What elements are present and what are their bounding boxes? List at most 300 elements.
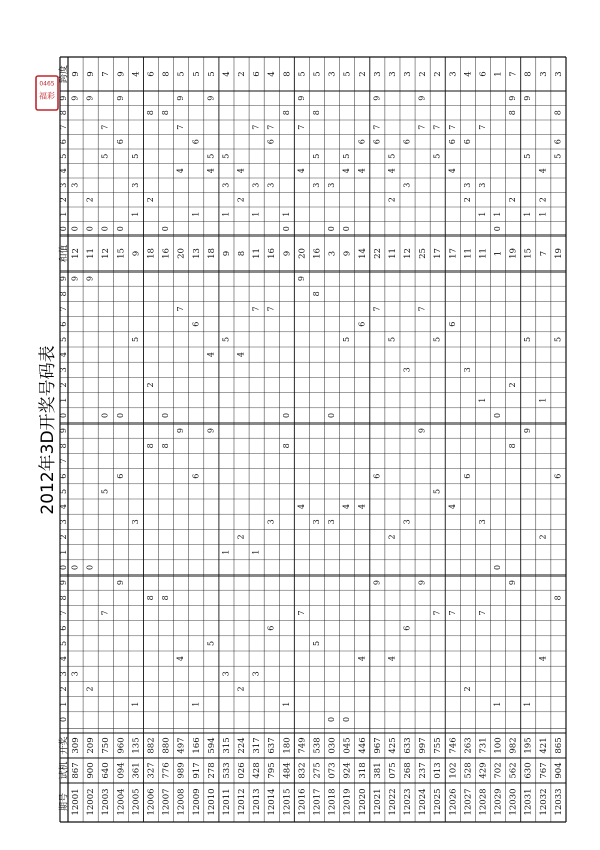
cell-draw: 166: [191, 737, 202, 754]
distribution-digit: 4: [342, 168, 352, 174]
position-digit: 4: [357, 656, 367, 662]
distribution-digit: 9: [115, 95, 125, 101]
position-digit: 4: [357, 504, 367, 510]
cell-span: 3: [372, 71, 383, 77]
distribution-digit: 7: [296, 124, 306, 130]
header-digit: 8: [59, 443, 68, 449]
header-digit: 7: [59, 610, 68, 616]
position-digit: 1: [493, 701, 503, 707]
position-digit: 2: [387, 534, 397, 540]
cell-sum: 1: [493, 250, 504, 257]
cell-draw: 967: [372, 737, 383, 754]
cell-span: 3: [448, 71, 459, 77]
header-digit: 3: [59, 671, 68, 677]
position-digit: 3: [462, 367, 472, 373]
cell-sum: 9: [131, 250, 142, 257]
cell-period: 12018: [327, 788, 338, 816]
position-digit: 2: [236, 686, 246, 692]
header-digit: 2: [59, 382, 68, 388]
cell-period: 12023: [403, 788, 414, 816]
cell-period: 12011: [221, 788, 232, 816]
cell-sum: 19: [553, 248, 564, 259]
position-digit: 3: [251, 671, 261, 677]
position-digit: 4: [387, 656, 397, 662]
header-digit: 4: [59, 656, 68, 662]
header-digit: 7: [59, 306, 68, 312]
position-digit: 6: [372, 473, 382, 479]
position-digit: 0: [100, 412, 110, 418]
position-digit: 5: [100, 488, 110, 494]
cell-test: 013: [433, 762, 444, 779]
cell-sum: 16: [312, 248, 323, 259]
distribution-digit: 6: [402, 139, 412, 145]
header-digit: 5: [59, 336, 68, 342]
header-draw: 开奖: [59, 736, 70, 755]
distribution-digit: 9: [523, 95, 533, 101]
position-digit: 5: [523, 336, 533, 342]
cell-period: 12020: [357, 788, 368, 816]
position-digit: 2: [462, 686, 472, 692]
position-digit: 1: [191, 701, 201, 707]
header-digit: 4: [59, 168, 68, 174]
distribution-digit: 0: [85, 226, 95, 232]
cell-period: 12010: [206, 788, 217, 816]
cell-span: 2: [237, 71, 248, 77]
distribution-digit: 9: [70, 95, 80, 101]
header-digit: 9: [59, 428, 68, 434]
position-digit: 7: [176, 306, 186, 312]
cell-test: 275: [312, 762, 323, 779]
cell-sum: 17: [433, 248, 444, 259]
cell-draw: 750: [101, 737, 112, 754]
position-digit: 7: [417, 306, 427, 312]
position-digit: 6: [447, 321, 457, 327]
position-digit: 8: [161, 595, 171, 601]
cell-test: 702: [493, 762, 504, 779]
cell-test: 429: [478, 762, 489, 779]
distribution-digit: 5: [130, 153, 140, 159]
position-digit: 0: [342, 716, 352, 722]
position-digit: 6: [402, 625, 412, 631]
cell-sum: 11: [478, 248, 489, 259]
cell-period: 12024: [418, 788, 429, 816]
cell-span: 5: [176, 71, 187, 77]
distribution-digit: 6: [462, 139, 472, 145]
cell-sum: 7: [538, 250, 549, 257]
header-digit: 2: [59, 534, 68, 540]
cell-test: 528: [463, 762, 474, 779]
distribution-digit: 4: [447, 168, 457, 174]
header-sum: 和值: [59, 244, 70, 263]
position-digit: 4: [296, 504, 306, 510]
distribution-digit: 5: [342, 153, 352, 159]
distribution-digit: 1: [538, 211, 548, 217]
cell-period: 12032: [538, 788, 549, 816]
cell-period: 12014: [267, 788, 278, 816]
cell-span: 9: [86, 71, 97, 77]
position-digit: 4: [236, 352, 246, 358]
header-digit: 1: [59, 549, 68, 555]
distribution-digit: 0: [281, 226, 291, 232]
position-digit: 0: [281, 412, 291, 418]
distribution-digit: 3: [70, 182, 80, 188]
cell-test: 989: [176, 762, 187, 779]
distribution-digit: 5: [100, 153, 110, 159]
cell-span: 4: [463, 71, 474, 77]
position-digit: 0: [493, 564, 503, 570]
position-digit: 4: [342, 504, 352, 510]
distribution-digit: 8: [553, 110, 563, 116]
cell-sum: 11: [86, 248, 97, 259]
cell-span: 2: [418, 71, 429, 77]
position-digit: 8: [311, 291, 321, 297]
distribution-digit: 5: [432, 153, 442, 159]
cell-sum: 11: [252, 248, 263, 259]
cell-span: 5: [191, 71, 202, 77]
position-digit: 1: [477, 397, 487, 403]
position-digit: 1: [221, 549, 231, 555]
position-digit: 8: [145, 595, 155, 601]
cell-draw: 315: [221, 737, 232, 754]
cell-span: 5: [297, 71, 308, 77]
distribution-digit: 6: [357, 139, 367, 145]
cell-sum: 15: [523, 248, 534, 259]
position-digit: 7: [372, 306, 382, 312]
position-digit: 4: [538, 656, 548, 662]
position-digit: 6: [357, 321, 367, 327]
cell-draw: 997: [418, 737, 429, 754]
distribution-digit: 6: [191, 139, 201, 145]
distribution-digit: 5: [387, 153, 397, 159]
cell-period: 12008: [176, 788, 187, 816]
position-digit: 3: [327, 519, 337, 525]
header-span: 跨度: [59, 64, 70, 84]
header-digit: 6: [59, 473, 68, 479]
distribution-digit: 8: [161, 110, 171, 116]
header-digit: 1: [59, 397, 68, 403]
position-digit: 3: [221, 671, 231, 677]
position-digit: 9: [70, 276, 80, 282]
cell-draw: 180: [282, 737, 293, 754]
header-digit: 3: [59, 519, 68, 525]
cell-test: 904: [553, 762, 564, 779]
distribution-digit: 0: [70, 226, 80, 232]
cell-span: 5: [342, 71, 353, 77]
position-digit: 0: [161, 412, 171, 418]
distribution-digit: 2: [236, 197, 246, 203]
cell-span: 3: [553, 71, 564, 77]
cell-span: 7: [508, 71, 519, 77]
distribution-digit: 3: [462, 182, 472, 188]
distribution-digit: 7: [266, 124, 276, 130]
cell-draw: 982: [508, 737, 519, 754]
cell-period: 12022: [387, 788, 398, 816]
position-digit: 5: [387, 336, 397, 342]
cell-test: 924: [342, 762, 353, 779]
distribution-digit: 9: [508, 95, 518, 101]
position-digit: 9: [372, 580, 382, 586]
cell-period: 12009: [191, 788, 202, 816]
distribution-digit: 7: [372, 124, 382, 130]
position-digit: 7: [477, 610, 487, 616]
cell-draw: 633: [403, 737, 414, 754]
position-digit: 2: [538, 534, 548, 540]
cell-test: 867: [71, 762, 82, 779]
cell-test: 073: [327, 762, 338, 779]
cell-span: 1: [493, 71, 504, 77]
distribution-digit: 0: [161, 226, 171, 232]
distribution-digit: 3: [402, 182, 412, 188]
distribution-digit: 2: [538, 197, 548, 203]
page-title: 2012年3D开奖号码表: [38, 345, 58, 515]
distribution-digit: 4: [538, 168, 548, 174]
position-digit: 3: [70, 671, 80, 677]
distribution-digit: 7: [417, 124, 427, 130]
position-digit: 3: [402, 519, 412, 525]
cell-span: 4: [221, 71, 232, 77]
cell-test: 900: [86, 762, 97, 779]
position-digit: 3: [130, 519, 140, 525]
header-digit: 6: [59, 139, 68, 145]
cell-period: 12027: [463, 788, 474, 816]
header-digit: 9: [59, 95, 68, 101]
cell-test: 102: [448, 762, 459, 779]
cell-test: 237: [418, 762, 429, 779]
distribution-digit: 5: [523, 153, 533, 159]
position-digit: 8: [161, 443, 171, 449]
cell-period: 12017: [312, 788, 323, 816]
cell-test: 630: [523, 762, 534, 779]
distribution-digit: 2: [508, 197, 518, 203]
cell-sum: 15: [116, 248, 127, 259]
distribution-digit: 6: [115, 139, 125, 145]
distribution-digit: 2: [145, 197, 155, 203]
cell-sum: 3: [327, 250, 338, 257]
position-digit: 7: [432, 610, 442, 616]
distribution-digit: 5: [311, 153, 321, 159]
cell-draw: 224: [237, 737, 248, 754]
distribution-digit: 0: [115, 226, 125, 232]
cell-span: 8: [282, 71, 293, 77]
header-digit: 2: [59, 197, 68, 203]
position-digit: 6: [553, 473, 563, 479]
cell-sum: 12: [403, 248, 414, 259]
table-content: [58, 65, 564, 816]
cell-draw: 882: [146, 737, 157, 754]
distribution-digit: 9: [85, 95, 95, 101]
cell-period: 12028: [478, 788, 489, 816]
position-digit: 9: [417, 428, 427, 434]
cell-sum: 18: [206, 248, 217, 259]
distribution-digit: 1: [191, 211, 201, 217]
header-digit: 9: [59, 276, 68, 282]
distribution-digit: 9: [176, 95, 186, 101]
cell-period: 12013: [252, 788, 263, 816]
distribution-digit: 9: [296, 95, 306, 101]
distribution-digit: 6: [447, 139, 457, 145]
position-digit: 5: [432, 336, 442, 342]
cell-draw: 135: [131, 737, 142, 754]
position-digit: 5: [311, 640, 321, 646]
position-digit: 4: [447, 504, 457, 510]
cell-span: 5: [206, 71, 217, 77]
distribution-digit: 7: [176, 124, 186, 130]
cell-span: 6: [252, 71, 263, 77]
cell-span: 5: [312, 71, 323, 77]
red-seal-stamp: [36, 76, 58, 110]
distribution-digit: 8: [145, 110, 155, 116]
cell-sum: 9: [342, 250, 353, 257]
cell-period: 12031: [523, 788, 534, 816]
position-digit: 6: [462, 473, 472, 479]
header-digit: 5: [59, 153, 68, 159]
position-digit: 5: [432, 488, 442, 494]
distribution-digit: 2: [462, 197, 472, 203]
position-digit: 6: [191, 321, 201, 327]
position-digit: 6: [191, 473, 201, 479]
distribution-digit: 5: [221, 153, 231, 159]
cell-period: 12016: [297, 788, 308, 816]
cell-test: 795: [267, 762, 278, 779]
cell-sum: 11: [387, 248, 398, 259]
distribution-digit: 1: [281, 211, 291, 217]
position-digit: 5: [130, 336, 140, 342]
header-digit: 9: [59, 580, 68, 586]
position-digit: 0: [70, 564, 80, 570]
distribution-digit: 4: [236, 168, 246, 174]
cell-span: 2: [433, 71, 444, 77]
cell-period: 12029: [493, 788, 504, 816]
header-digit: 0: [59, 564, 68, 570]
cell-sum: 13: [191, 248, 202, 259]
cell-draw: 425: [387, 737, 398, 754]
position-digit: 3: [477, 519, 487, 525]
header-digit: 6: [59, 625, 68, 631]
cell-period: 12002: [86, 788, 97, 816]
position-digit: 3: [311, 519, 321, 525]
position-digit: 1: [538, 397, 548, 403]
cell-test: 318: [357, 762, 368, 779]
position-digit: 0: [327, 716, 337, 722]
cell-test: 278: [206, 762, 217, 779]
cell-draw: 637: [267, 737, 278, 754]
cell-test: 075: [387, 762, 398, 779]
cell-period: 12026: [448, 788, 459, 816]
cell-period: 12025: [433, 788, 444, 816]
position-digit: 7: [296, 610, 306, 616]
header-digit: 3: [59, 182, 68, 188]
cell-test: 767: [538, 762, 549, 779]
header-digit: 1: [59, 701, 68, 707]
distribution-digit: 3: [130, 182, 140, 188]
distribution-digit: 0: [100, 226, 110, 232]
position-digit: 8: [145, 443, 155, 449]
cell-span: 7: [101, 71, 112, 77]
position-digit: 0: [85, 564, 95, 570]
cell-test: 640: [101, 762, 112, 779]
distribution-digit: 8: [281, 110, 291, 116]
distribution-digit: 7: [477, 124, 487, 130]
cell-period: 12004: [116, 788, 127, 816]
position-digit: 0: [327, 412, 337, 418]
distribution-digit: 5: [553, 153, 563, 159]
cell-test: 562: [508, 762, 519, 779]
cell-span: 3: [403, 71, 414, 77]
position-digit: 7: [100, 610, 110, 616]
position-digit: 8: [281, 443, 291, 449]
cell-period: 12007: [161, 788, 172, 816]
cell-span: 9: [71, 71, 82, 77]
distribution-digit: 4: [387, 168, 397, 174]
distribution-digit: 7: [432, 124, 442, 130]
cell-sum: 22: [372, 248, 383, 259]
header-digit: 6: [59, 321, 68, 327]
cell-span: 8: [523, 71, 534, 77]
header-digit: 2: [59, 686, 68, 692]
cell-span: 3: [387, 71, 398, 77]
distribution-digit: 7: [100, 124, 110, 130]
position-digit: 9: [85, 276, 95, 282]
cell-draw: 209: [86, 737, 97, 754]
distribution-digit: 8: [508, 110, 518, 116]
position-digit: 9: [508, 580, 518, 586]
position-digit: 9: [115, 580, 125, 586]
distribution-digit: 0: [493, 226, 503, 232]
stamp-number: 0465: [39, 80, 55, 88]
distribution-digit: 3: [251, 182, 261, 188]
distribution-digit: 1: [221, 211, 231, 217]
position-digit: 5: [221, 336, 231, 342]
cell-draw: 309: [71, 737, 82, 754]
distribution-digit: 3: [266, 182, 276, 188]
cell-sum: 19: [508, 248, 519, 259]
distribution-digit: 1: [523, 211, 533, 217]
distribution-digit: 9: [417, 95, 427, 101]
cell-sum: 12: [101, 248, 112, 259]
cell-test: 533: [221, 762, 232, 779]
position-digit: 1: [281, 701, 291, 707]
cell-period: 12030: [508, 788, 519, 816]
cell-draw: 731: [478, 737, 489, 754]
position-digit: 9: [206, 428, 216, 434]
header-digit: 8: [59, 291, 68, 297]
cell-draw: 880: [161, 737, 172, 754]
distribution-digit: 7: [251, 124, 261, 130]
header-digit: 5: [59, 640, 68, 646]
distribution-digit: 9: [372, 95, 382, 101]
cell-test: 428: [252, 762, 263, 779]
distribution-digit: 4: [176, 168, 186, 174]
position-digit: 3: [402, 367, 412, 373]
cell-test: 917: [191, 762, 202, 779]
cell-draw: 446: [357, 737, 368, 754]
cell-draw: 960: [116, 737, 127, 754]
position-digit: 8: [553, 595, 563, 601]
cell-draw: 317: [252, 737, 263, 754]
position-digit: 2: [85, 686, 95, 692]
header-digit: 0: [59, 716, 68, 722]
position-digit: 9: [417, 580, 427, 586]
position-digit: 0: [493, 412, 503, 418]
stamp-text: 福彩: [39, 91, 55, 101]
cell-sum: 11: [463, 248, 474, 259]
position-digit: 6: [266, 625, 276, 631]
distribution-digit: 8: [311, 110, 321, 116]
cell-period: 12012: [237, 788, 248, 816]
position-digit: 5: [553, 336, 563, 342]
header-digit: 4: [59, 504, 68, 510]
position-digit: 2: [145, 382, 155, 388]
